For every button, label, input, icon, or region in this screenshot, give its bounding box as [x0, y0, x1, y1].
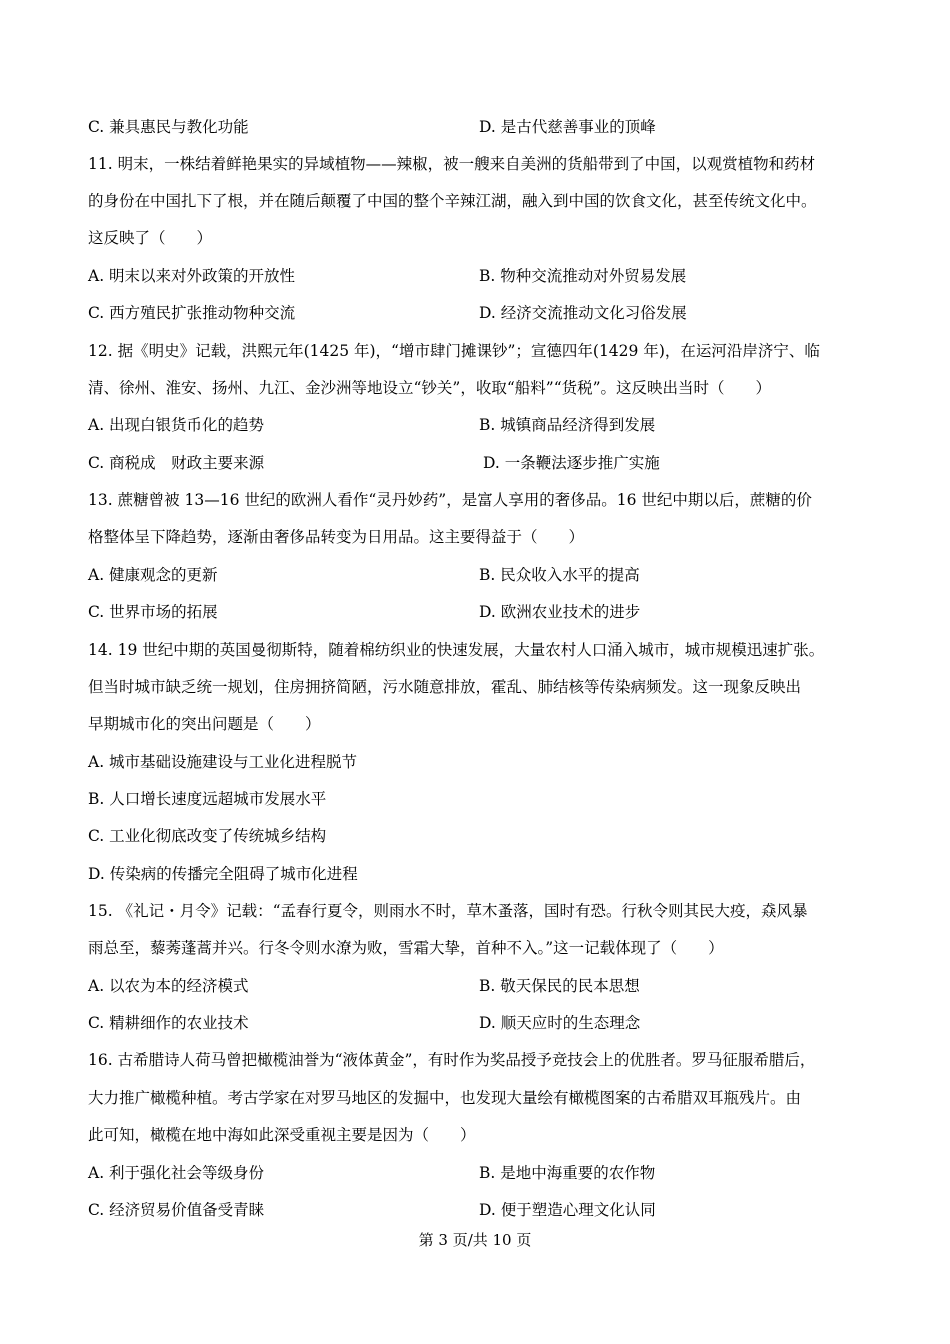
q11-option-a: A. 明末以来对外政策的开放性	[88, 267, 296, 285]
q16-option-b: B. 是地中海重要的农作物	[479, 1164, 656, 1182]
q15-option-b: B. 敬天保民的民本思想	[479, 977, 640, 995]
q11-stem-line-3: 这反映了（ ）	[88, 229, 213, 247]
q11-option-b: B. 物种交流推动对外贸易发展	[479, 267, 687, 285]
page-footer: 第 3 页/共 10 页	[418, 1231, 532, 1249]
q14-option-a: A. 城市基础设施建设与工业化进程脱节	[88, 753, 358, 771]
q16-stem-line-2: 大力推广橄榄种植。考古学家在对罗马地区的发掘中，也发现大量绘有橄榄图案的古希腊双耳瓶残片。由	[88, 1089, 802, 1107]
q15-stem-line-1: 15. 《礼记・月令》记载：“孟春行夏令，则雨水不时，草木蚤落，国时有恐。行秋令则其民大疫，猋风暴	[88, 902, 808, 920]
q11-stem-line-1: 11. 明末，一株结着鲜艳果实的异域植物——辣椒，被一艘来自美洲的货船带到了中国，以观赏植物和药材	[88, 155, 816, 173]
q12-option-c: C. 商税成 财政主要来源	[88, 454, 265, 472]
q13-stem-line-1: 13. 蔗糖曾被 13—16 世纪的欧洲人看作“灵丹妙药”，是富人享用的奢侈品。16 世纪中期以后，蔗糖的价	[88, 491, 812, 509]
q15-option-a: A. 以农为本的经济模式	[88, 977, 249, 995]
q10-option-c: C. 兼具惠民与教化功能	[88, 118, 249, 136]
q16-stem-line-3: 此可知，橄榄在地中海如此深受重视主要是因为（ ）	[88, 1126, 476, 1144]
q11-option-c: C. 西方殖民扩张推动物种交流	[88, 304, 296, 322]
q14-option-b: B. 人口增长速度远超城市发展水平	[88, 790, 327, 808]
q11-option-d: D. 经济交流推动文化习俗发展	[479, 304, 687, 322]
q12-option-a: A. 出现白银货币化的趋势	[88, 416, 265, 434]
q14-stem-line-3: 早期城市化的突出问题是（ ）	[88, 715, 321, 733]
q14-option-d: D. 传染病的传播完全阻碍了城市化进程	[88, 865, 358, 883]
q13-option-b: B. 民众收入水平的提高	[479, 566, 640, 584]
q16-stem-line-1: 16. 古希腊诗人荷马曾把橄榄油誉为“液体黄金”，有时作为奖品授予竞技会上的优胜者。罗马征服希腊后，	[88, 1051, 816, 1069]
q13-option-d: D. 欧洲农业技术的进步	[479, 603, 641, 621]
q14-option-c: C. 工业化彻底改变了传统城乡结构	[88, 827, 327, 845]
q12-stem-line-2: 清、徐州、淮安、扬州、九江、金沙洲等地设立“钞关”，收取“船料”“货税”。这反映出当时（ ）	[88, 379, 772, 397]
q14-stem-line-1: 14. 19 世纪中期的英国曼彻斯特，随着棉纺织业的快速发展，大量农村人口涌入城市，城市规模迅速扩张。	[88, 641, 825, 659]
q13-option-c: C. 世界市场的拓展	[88, 603, 218, 621]
q11-stem-line-2: 的身份在中国扎下了根，并在随后颠覆了中国的整个辛辣江湖，融入到中国的饮食文化，甚至传统文化中。	[88, 192, 817, 210]
q12-stem-line-1: 12. 据《明史》记载，洪熙元年(1425 年)，“增市肆门摊课钞”；宣德四年(1429 年)，在运河沿岸济宁、临	[88, 342, 820, 360]
q15-option-d: D. 顺天应时的生态理念	[479, 1014, 641, 1032]
q16-option-c: C. 经济贸易价值备受青睐	[88, 1201, 265, 1219]
q13-option-a: A. 健康观念的更新	[88, 566, 218, 584]
q13-stem-line-2: 格整体呈下降趋势，逐渐由奢侈品转变为日用品。这主要得益于（ ）	[88, 528, 585, 546]
q12-option-b: B. 城镇商品经济得到发展	[479, 416, 656, 434]
q12-option-d: D. 一条鞭法逐步推广实施	[483, 454, 660, 472]
q16-option-d: D. 便于塑造心理文化认同	[479, 1201, 656, 1219]
q14-stem-line-2: 但当时城市缺乏统一规划，住房拥挤简陋，污水随意排放，霍乱、肺结核等传染病频发。这一现象反映出	[88, 678, 802, 696]
q16-option-a: A. 利于强化社会等级身份	[88, 1164, 265, 1182]
q15-option-c: C. 精耕细作的农业技术	[88, 1014, 249, 1032]
q10-option-d: D. 是古代慈善事业的顶峰	[479, 118, 656, 136]
q15-stem-line-2: 雨总至，藜莠蓬蒿并兴。行冬令则水潦为败，雪霜大挚，首种不入。”这一记载体现了（ ）	[88, 939, 724, 957]
